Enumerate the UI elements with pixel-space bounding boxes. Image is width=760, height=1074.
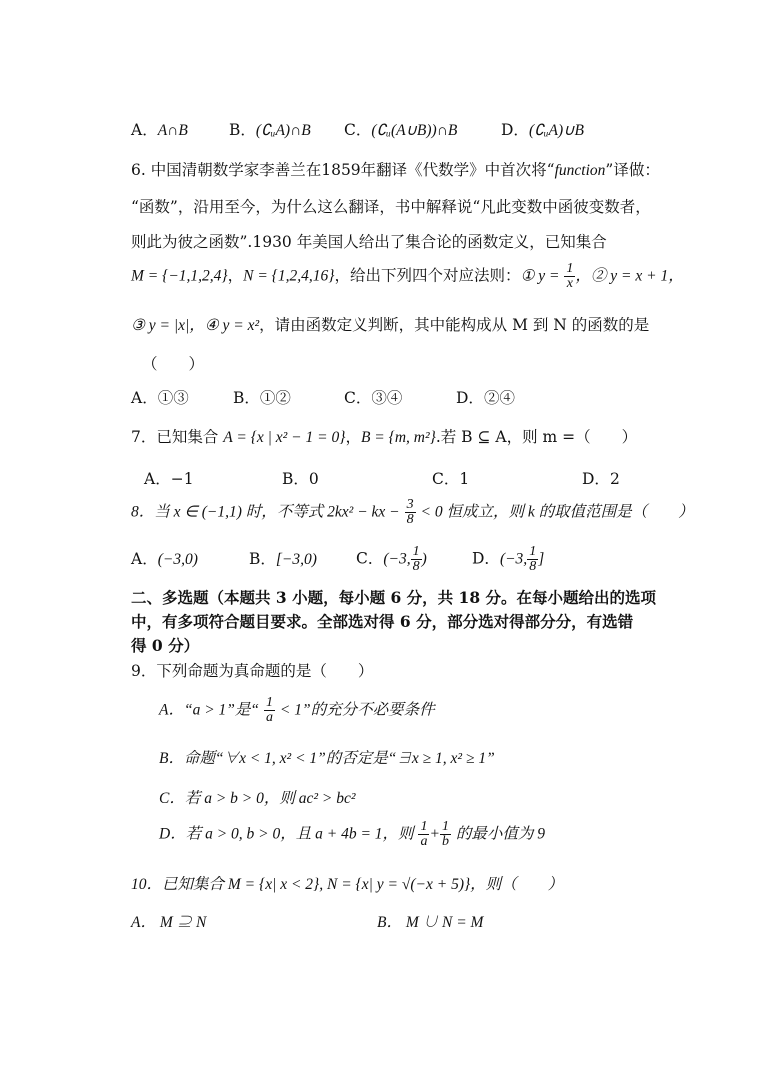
- q6-line-1: [131, 158, 660, 180]
- option-letter: A．: [131, 121, 158, 139]
- option-text: ②④: [483, 389, 515, 407]
- q9-option-c: C．若 a > b > 0，则 ac² > bc²: [159, 790, 356, 807]
- q6-answer-paren: （ ）: [142, 355, 205, 373]
- option-text: [−3,0): [275, 550, 317, 568]
- section-2-heading-line-1: 二、多选题（本题共 3 小题，每小题 6 分，共 18 分。在每小题给出的选项: [131, 588, 657, 607]
- option-text: A．“a > 1”是“: [159, 701, 260, 719]
- q6-text: ，给出下列四个对应法则：: [334, 266, 521, 285]
- q5-options-row: [131, 118, 584, 140]
- q7-option-d: [582, 467, 620, 489]
- plus-sign: +: [429, 825, 440, 843]
- q6-line-2: “函数”，沿用至今，为什么这么翻译，书中解释说“凡此变数中函彼变数者，: [131, 198, 651, 216]
- rule-1-fraction: [564, 262, 575, 291]
- q7-text: 7．已知集合: [131, 428, 224, 446]
- fraction-denominator: 8: [412, 559, 420, 574]
- fraction-denominator: a: [265, 710, 273, 725]
- q6-text: ，请由函数定义判断，其中能构成从 M 到 N 的函数的是: [259, 316, 650, 334]
- q10-option-b: B． M ∪ N = M: [377, 914, 484, 931]
- option-text: ①②: [259, 389, 291, 407]
- q8-option-b: [249, 547, 356, 569]
- q9-d-fraction-1: [418, 820, 429, 849]
- option-expr: (∁ᵤA)∪B: [528, 122, 584, 139]
- q6-option-d: [456, 386, 515, 408]
- option-letter: C．: [432, 470, 460, 488]
- q9-a-fraction: [264, 696, 275, 725]
- fraction-denominator: a: [420, 834, 428, 849]
- q7-stem: [131, 425, 637, 447]
- q6-option-b: [233, 386, 344, 408]
- q8-text: 8．当 x ∈ (−1,1) 时，不等式 2kx² − kx −: [131, 503, 400, 521]
- fraction-denominator: 8: [406, 512, 414, 527]
- q8-fraction: [405, 498, 416, 527]
- q9-option-d: [159, 820, 545, 849]
- fraction-numerator: 1: [265, 695, 273, 710]
- q8-text: < 0 恒成立，则 k 的取值范围是（ ）: [420, 503, 694, 521]
- option-expr: A∩B: [157, 122, 188, 139]
- option-text: −1: [170, 470, 194, 488]
- option-letter: A．: [144, 470, 171, 488]
- q5-option-b: [229, 118, 344, 140]
- option-letter: C．: [344, 121, 372, 139]
- option-fraction: [411, 545, 422, 574]
- option-expr: (∁ᵤA)∩B: [255, 122, 311, 139]
- option-letter: D．: [582, 470, 610, 488]
- q10-options-row: [131, 910, 483, 932]
- fraction-numerator: 1: [412, 544, 420, 559]
- rules-3-4: ③ y = |x|，④ y = x²: [131, 317, 260, 334]
- set-a: A = {x | x² − 1 = 0}: [223, 429, 346, 446]
- fraction-numerator: 1: [441, 819, 449, 834]
- option-letter: B．: [229, 121, 256, 139]
- option-text: (−3,0): [157, 550, 198, 568]
- q6-function-word: function: [554, 162, 606, 179]
- option-letter: C．: [344, 389, 372, 407]
- fraction-numerator: 1: [420, 819, 428, 834]
- q6-line-5: [131, 313, 649, 335]
- q8-option-d: [472, 545, 544, 574]
- option-text: < 1”的充分不必要条件: [279, 701, 435, 719]
- rule-1: ① y =: [520, 267, 560, 285]
- option-letter: D．: [472, 549, 500, 568]
- option-text: ③④: [371, 389, 403, 407]
- q7-option-a: [144, 467, 282, 489]
- q6-options-row: [131, 386, 515, 408]
- q10-stem: 10．已知集合 M = {x| x < 2}, N = {x| y = √(−x + 5)}，则（ ）: [131, 876, 564, 893]
- option-text: (−3,: [499, 550, 528, 568]
- option-letter: B．: [282, 470, 309, 488]
- option-letter: B．: [249, 549, 276, 568]
- q9-option-a: [159, 696, 435, 725]
- q7-option-b: [282, 467, 432, 489]
- fraction-numerator: 1: [566, 261, 574, 276]
- q8-stem: [131, 498, 694, 527]
- q8-option-a: [131, 547, 249, 569]
- option-text: ): [421, 550, 427, 568]
- q8-options-row: [131, 545, 544, 574]
- q8-option-c: [356, 545, 472, 574]
- q7-option-c: [432, 467, 582, 489]
- option-letter: A．: [131, 549, 158, 568]
- option-letter: A．: [131, 389, 158, 407]
- separator: ，: [345, 428, 361, 446]
- option-text: 的最小值为 9: [455, 825, 546, 843]
- option-text: 2: [609, 470, 620, 488]
- fraction-denominator: 8: [529, 559, 537, 574]
- fraction-numerator: 1: [529, 544, 537, 559]
- set-n: N = {1,2,4,16}: [243, 267, 335, 285]
- option-expr: (∁ᵤ(A∪B))∩B: [371, 122, 458, 139]
- fraction-denominator: b: [441, 834, 449, 849]
- q10-option-a: A． M ⊇ N: [131, 914, 207, 931]
- q5-option-a: [131, 118, 229, 140]
- option-text: ①③: [157, 389, 189, 407]
- q9-option-b: B．命题“∀x < 1, x² < 1”的否定是“∃x ≥ 1, x² ≥ 1”: [159, 750, 495, 767]
- q6-line-3: 则此为彼之函数”.1930 年美国人给出了集合论的函数定义，已知集合: [131, 233, 607, 251]
- q5-option-c: [344, 118, 501, 140]
- q6-year: 1859: [321, 161, 361, 179]
- q9-stem: 9．下列命题为真命题的是（ ）: [131, 662, 374, 680]
- q6-text: ”译做：: [605, 161, 660, 179]
- option-letter: D．: [501, 121, 529, 139]
- q6-option-a: [131, 386, 233, 408]
- q5-option-d: [501, 118, 584, 140]
- option-text: 0: [308, 470, 319, 488]
- section-2-heading-line-2: 中，有多项符合题目要求。全部选对得 6 分，部分选对得部分分，有选错: [131, 612, 634, 631]
- q9-d-fraction-2: [440, 820, 451, 849]
- separator: ，: [227, 266, 244, 285]
- fraction-numerator: 3: [406, 497, 414, 512]
- option-fraction: [527, 545, 538, 574]
- q6-text: 6. 中国清朝数学家李善兰在: [131, 161, 322, 179]
- q6-line-4: [131, 262, 684, 291]
- option-text: 1: [459, 470, 470, 488]
- option-text: (−3,: [383, 550, 411, 568]
- q6-option-c: [344, 386, 456, 408]
- option-letter: B．: [233, 389, 260, 407]
- rule-2: ，② y = x + 1，: [575, 267, 684, 285]
- fraction-denominator: x: [566, 276, 574, 291]
- q7-text: .若 B ⊆ A，则 m =（ ）: [435, 428, 638, 446]
- set-m: M = {−1,1,2,4}: [131, 267, 228, 285]
- option-letter: D．: [456, 389, 484, 407]
- q6-text: 年翻译《代数学》中首次将“: [360, 161, 555, 179]
- q7-options-row: [144, 467, 620, 489]
- section-2-heading-line-3: 得 0 分）: [131, 636, 200, 655]
- option-letter: C．: [356, 549, 384, 568]
- option-text: ]: [538, 550, 545, 568]
- set-b: B = {m, m²}: [360, 429, 436, 446]
- option-text: D．若 a > 0, b > 0，且 a + 4b = 1，则: [159, 825, 414, 843]
